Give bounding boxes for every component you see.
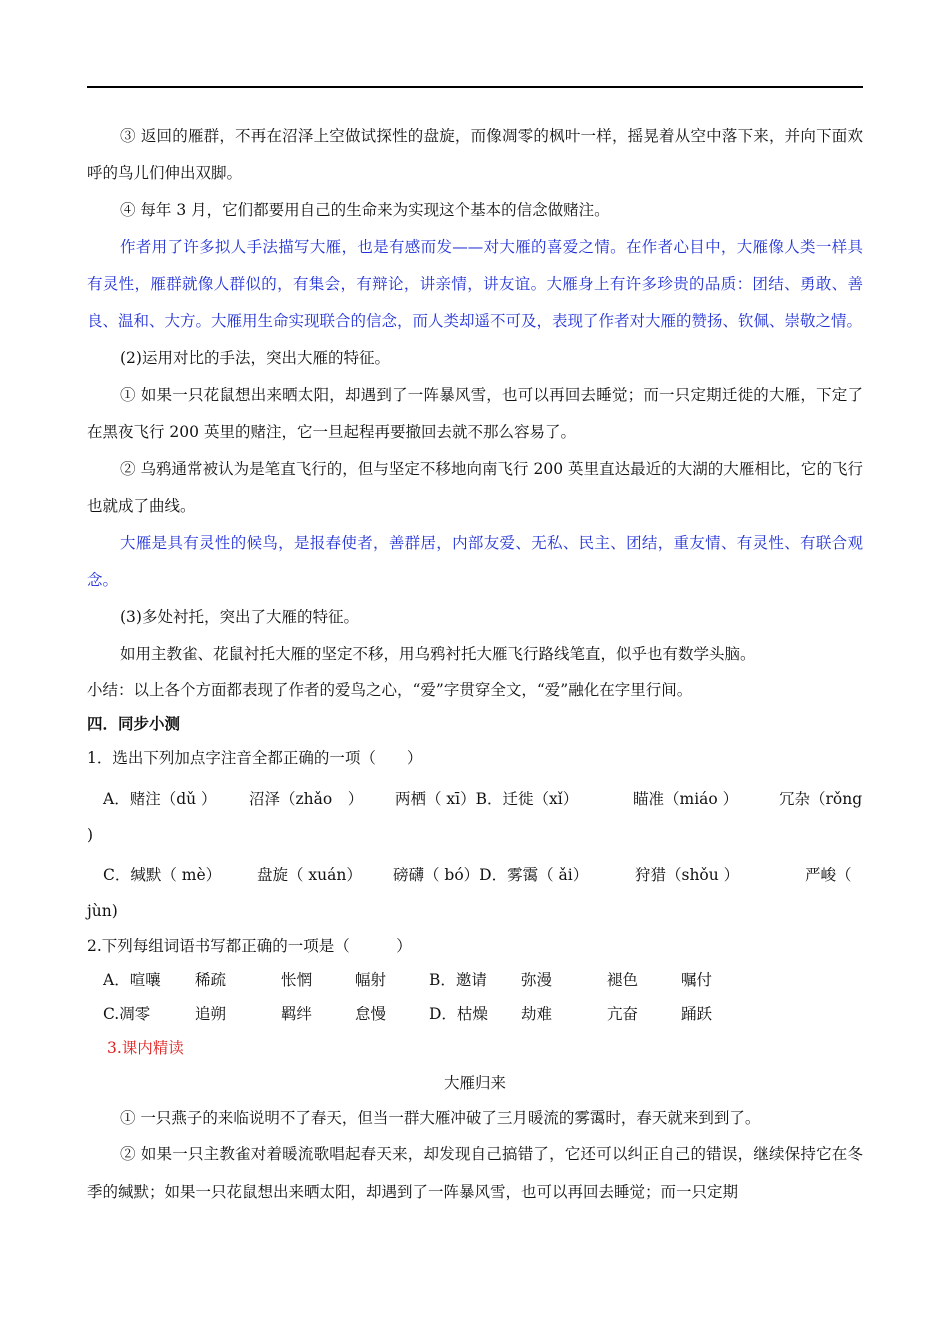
analysis-paragraph: 大雁是具有灵性的候鸟，是报春使者，善群居，内部友爱、无私、民主、团结，重友情、有灵性、有联合观念。	[87, 534, 863, 589]
option-wrap: jùn)	[87, 902, 118, 920]
option-text: 褪色	[607, 971, 639, 989]
section-heading: 3.课内精读	[107, 1039, 184, 1057]
option-text: 盘旋（ xuán）	[257, 866, 362, 884]
option-text: 两栖（ xī）B．迁徙（xǐ）	[395, 790, 579, 808]
option-text: A．喧嚷	[103, 971, 161, 989]
option-text: 嘱付	[681, 971, 713, 989]
question-1-options-cd	[87, 857, 863, 893]
article-paragraph: ② 如果一只主教雀对着暖流歌唱起春天来，却发现自己搞错了，它还可以纠正自己的错误，继续保持它在冬季的缄默；如果一只花鼠想出来晒太阳，却遇到了一阵暴风雪，也可以再回去睡觉；而一只定期	[87, 1145, 863, 1201]
question-1-options-ab	[87, 781, 863, 817]
option-text: 幅射	[355, 971, 387, 989]
option-text: 沼泽（zhǎo ）	[249, 790, 364, 808]
option-text: 磅礴（ bó）D．雾霭（ ǎi）	[393, 866, 589, 884]
option-text: A．赌注（dǔ ）	[103, 790, 217, 808]
option-text: 追朔	[195, 1005, 227, 1023]
paragraph: ④ 每年 3 月，它们都要用自己的生命来为实现这个基本的信念做赌注。	[120, 201, 610, 219]
option-text: 劫难	[521, 1005, 553, 1023]
option-text: 狩猎（shǒu ）	[635, 866, 740, 884]
subheading: (3)多处衬托，突出了大雁的特征。	[120, 608, 359, 626]
option-text: 严峻（	[805, 866, 852, 884]
option-text: 怅惘	[281, 971, 313, 989]
question-2-stem: 2.下列每组词语书写都正确的一项是（ ）	[87, 937, 412, 955]
document-body	[87, 118, 863, 1211]
paragraph: ③ 返回的雁群，不再在沼泽上空做试探性的盘旋，而像凋零的枫叶一样，摇晃着从空中落下来，并向下面欢呼的鸟儿们伸出双脚。	[87, 127, 863, 182]
option-text: 稀疏	[195, 971, 227, 989]
section-heading: 四．同步小测	[87, 714, 181, 733]
paragraph: ① 如果一只花鼠想出来晒太阳，却遇到了一阵暴风雪，也可以再回去睡觉；而一只定期迁徙的大雁，下定了在黑夜飞行 200 英里的赌注，它一旦起程再要撤回去就不那么容易了。	[87, 386, 863, 441]
option-text: D．枯燥	[429, 1005, 488, 1023]
question-2-options-ab	[87, 963, 863, 997]
summary: 小结：以上各个方面都表现了作者的爱鸟之心，“爱”字贯穿全文，“爱”融化在字里行间。	[87, 681, 693, 699]
option-text: B．邀请	[429, 971, 487, 989]
option-text: 亢奋	[607, 1005, 639, 1023]
analysis-paragraph: 作者用了许多拟人手法描写大雁，也是有感而发——对大雁的喜爱之情。在作者心目中，大雁像人类一样具有灵性，雁群就像人群似的，有集会，有辩论，讲亲情，讲友谊。大雁身上有许多珍贵的品质：团结、勇敢、善良、温和、大方。大雁用生命实现联合的信念，而人类却遥不可及，表现了作者对大雁的赞扬、钦佩、崇敬之情。	[87, 238, 863, 330]
article-title: 大雁归来	[443, 1074, 506, 1092]
subheading: (2)运用对比的手法，突出大雁的特征。	[120, 349, 390, 367]
option-text: 踊跃	[681, 1005, 713, 1023]
option-text: C.凋零	[103, 1005, 151, 1023]
paragraph: 如用主教雀、花鼠衬托大雁的坚定不移，用乌鸦衬托大雁飞行路线笔直，似乎也有数学头脑。	[120, 645, 756, 663]
article-paragraph: ① 一只燕子的来临说明不了春天，但当一群大雁冲破了三月暖流的雾霭时，春天就来到到了。	[120, 1109, 761, 1127]
paragraph: ② 乌鸦通常被认为是笔直飞行的，但与坚定不移地向南飞行 200 英里直达最近的大湖的大雁相比，它的飞行也就成了曲线。	[87, 460, 863, 515]
option-wrap: )	[87, 826, 94, 844]
option-text: 羁绊	[281, 1005, 313, 1023]
header-rule	[87, 86, 863, 88]
option-text: 冗杂（rǒng	[779, 790, 863, 808]
option-text: 弥漫	[521, 971, 553, 989]
option-text: 瞄准（miáo ）	[633, 790, 739, 808]
question-1-stem: 1．选出下列加点字注音全都正确的一项（ ）	[87, 749, 423, 767]
option-text: C．缄默（ mè）	[103, 866, 222, 884]
option-text: 怠慢	[355, 1005, 387, 1023]
question-2-options-cd	[87, 997, 863, 1031]
